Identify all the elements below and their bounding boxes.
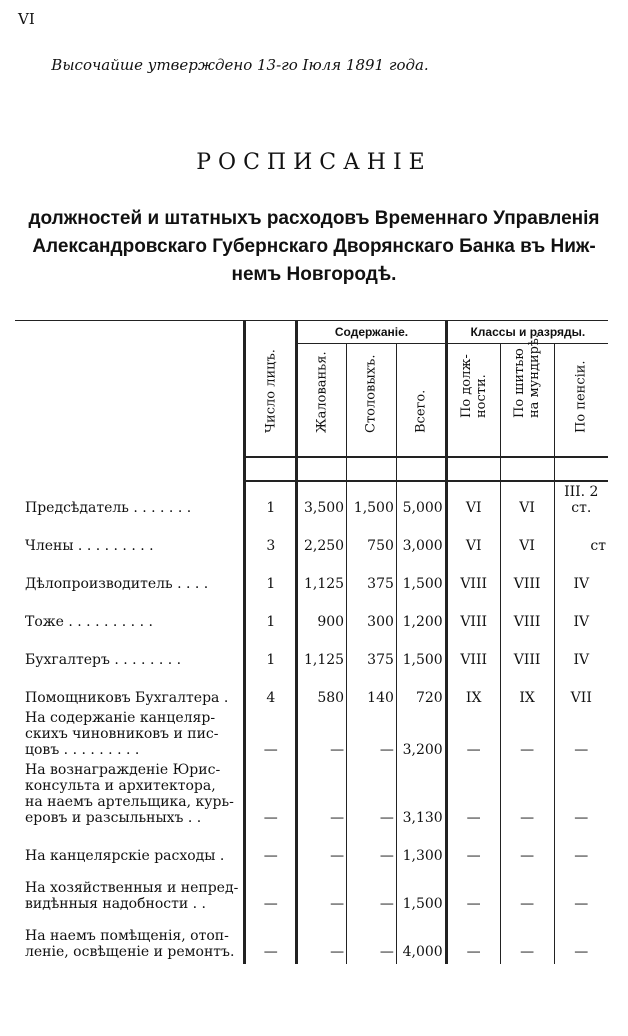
row-class-pension: VII	[554, 672, 608, 710]
row-salary: —	[297, 830, 347, 868]
subtitle-line: немъ Новгородѣ.	[231, 264, 397, 285]
table-row	[15, 634, 608, 672]
row-table-money: 375	[347, 558, 397, 596]
row-class-uniform: —	[500, 830, 554, 868]
row-total: 1,500	[396, 558, 446, 596]
row-total: 5,000	[396, 481, 446, 520]
row-name-line: скихъ чиновниковъ и пис-	[25, 726, 219, 742]
row-table-money: 300	[347, 596, 397, 634]
row-class-post: VI	[446, 481, 500, 520]
row-persons: —	[245, 830, 297, 868]
header-persons-label: Число лицъ.	[263, 349, 279, 433]
row-class-pension: —	[554, 762, 608, 830]
row-salary: 1,125	[297, 558, 347, 596]
row-name-line: На вознагражденіе Юрис-	[25, 762, 221, 778]
row-persons: —	[245, 710, 297, 762]
row-name-line: Члены . . . . . . . . .	[25, 538, 154, 554]
row-salary: —	[297, 868, 347, 916]
row-salary: 900	[297, 596, 347, 634]
row-class-post: VIII	[446, 596, 500, 634]
row-name	[15, 710, 245, 762]
row-name	[15, 481, 245, 520]
header-persons	[245, 321, 297, 458]
row-class-post: VIII	[446, 634, 500, 672]
row-class-pension: IV	[554, 558, 608, 596]
row-total: 1,200	[396, 596, 446, 634]
header-class-post-line2: ности.	[473, 374, 489, 418]
table-row	[15, 672, 608, 710]
row-table-money: —	[347, 868, 397, 916]
row-name-line: леніе, освѣщеніе и ремонтъ.	[25, 944, 235, 960]
header-class-uniform-line1: По шитью	[512, 348, 528, 418]
row-persons: —	[245, 868, 297, 916]
header-content-group: Содержаніе.	[297, 321, 446, 344]
row-class-uniform: VIII	[500, 634, 554, 672]
header-class-pension	[554, 344, 608, 458]
row-persons: —	[245, 916, 297, 964]
row-name	[15, 634, 245, 672]
header-class-uniform-label	[512, 334, 542, 418]
row-name-line: Помощниковъ Бухгалтера .	[25, 690, 229, 706]
table-row	[15, 762, 608, 830]
row-total: 4,000	[396, 916, 446, 964]
row-name-line: На содержаніе канцеляр-	[25, 710, 216, 726]
row-name-line: Тоже . . . . . . . . . .	[25, 614, 153, 630]
row-class-post: VIII	[446, 558, 500, 596]
row-table-money: 1,500	[347, 481, 397, 520]
row-class-pension: —	[554, 916, 608, 964]
row-name-line: На хозяйственныя и непред-	[25, 880, 239, 896]
subtitle-line: должностей и штатныхъ расходовъ Временнаго Управленія	[28, 208, 600, 229]
row-name-line: еровъ и разсыльныхъ . .	[25, 810, 202, 826]
row-persons: 1	[245, 634, 297, 672]
row-table-money: —	[347, 762, 397, 830]
header-table-money-label: Столовыхъ.	[363, 354, 379, 433]
row-name-line: видѣнныя надобности . .	[25, 896, 206, 912]
row-name	[15, 558, 245, 596]
row-class-pension: ст	[554, 520, 608, 558]
row-class-uniform: —	[500, 762, 554, 830]
subtitle	[12, 205, 616, 289]
row-name	[15, 520, 245, 558]
row-class-pension: —	[554, 830, 608, 868]
row-total: 1,300	[396, 830, 446, 868]
row-name	[15, 868, 245, 916]
row-name-line: Бухгалтеръ . . . . . . . .	[25, 652, 182, 668]
row-persons: 4	[245, 672, 297, 710]
row-table-money: 375	[347, 634, 397, 672]
row-class-uniform: VI	[500, 520, 554, 558]
row-class-uniform: IX	[500, 672, 554, 710]
row-class-post: —	[446, 762, 500, 830]
row-salary: 2,250	[297, 520, 347, 558]
row-table-money: 750	[347, 520, 397, 558]
header-class-post-line1: По долж-	[458, 354, 474, 418]
row-salary: 3,500	[297, 481, 347, 520]
row-salary: 1,125	[297, 634, 347, 672]
row-class-post: —	[446, 710, 500, 762]
table-row	[15, 830, 608, 868]
row-name-line: На канцелярскіе расходы .	[25, 848, 225, 864]
row-name	[15, 916, 245, 964]
row-table-money: —	[347, 916, 397, 964]
row-salary: 580	[297, 672, 347, 710]
table-row	[15, 520, 608, 558]
staff-table	[15, 320, 608, 964]
row-table-money: —	[347, 830, 397, 868]
row-class-uniform: —	[500, 710, 554, 762]
header-blank	[15, 321, 245, 458]
table-body	[15, 481, 608, 964]
table-row	[15, 868, 608, 916]
row-class-post: —	[446, 868, 500, 916]
header-class-post-label	[459, 354, 489, 418]
row-salary: —	[297, 762, 347, 830]
row-class-post: IX	[446, 672, 500, 710]
row-class-pension: IV	[554, 634, 608, 672]
row-name-line: консульта и архитектора,	[25, 778, 216, 794]
row-class-post: VI	[446, 520, 500, 558]
row-class-pension: —	[554, 868, 608, 916]
row-total: 720	[396, 672, 446, 710]
row-salary: —	[297, 710, 347, 762]
row-name-line: на наемъ артельщика, курь-	[25, 794, 234, 810]
row-class-post: —	[446, 830, 500, 868]
header-classes-group: Классы и разряды.	[446, 321, 608, 344]
row-total: 3,130	[396, 762, 446, 830]
header-class-uniform-line2: на мундирѣ.	[527, 334, 543, 418]
row-total: 3,200	[396, 710, 446, 762]
table-row	[15, 916, 608, 964]
table-row	[15, 558, 608, 596]
row-salary: —	[297, 916, 347, 964]
row-total: 1,500	[396, 634, 446, 672]
row-name	[15, 596, 245, 634]
header-class-post	[446, 344, 500, 458]
row-table-money: 140	[347, 672, 397, 710]
row-class-uniform: VI	[500, 481, 554, 520]
row-persons: —	[245, 762, 297, 830]
approval-note: Высочайше утверждено 13-го Іюля 1891 года.	[51, 56, 429, 74]
row-class-uniform: —	[500, 916, 554, 964]
page-number: VI	[18, 10, 35, 28]
row-class-pension: III. 2 ст.	[554, 481, 608, 520]
header-total-label: Всего.	[413, 389, 429, 433]
row-name-line: Предсѣдатель . . . . . . .	[25, 500, 192, 516]
row-class-uniform: VIII	[500, 558, 554, 596]
row-class-uniform: VIII	[500, 596, 554, 634]
page-title: РОСПИСАНІЕ	[196, 150, 432, 175]
row-class-pension: —	[554, 710, 608, 762]
header-class-uniform	[500, 334, 554, 458]
row-name	[15, 830, 245, 868]
row-table-money: —	[347, 710, 397, 762]
row-class-post: —	[446, 916, 500, 964]
row-name-line: На наемъ помѣщенія, отоп-	[25, 928, 229, 944]
table-row	[15, 481, 608, 520]
header-table-money	[347, 344, 397, 458]
row-name	[15, 672, 245, 710]
table-row	[15, 596, 608, 634]
table-row	[15, 710, 608, 762]
row-persons: 3	[245, 520, 297, 558]
row-name-line: Дѣлопроизводитель . . . .	[25, 576, 209, 592]
header-total	[396, 344, 446, 458]
row-name-line: цовъ . . . . . . . . .	[25, 742, 140, 758]
row-persons: 1	[245, 596, 297, 634]
row-name	[15, 762, 245, 830]
row-class-uniform: —	[500, 868, 554, 916]
subtitle-line: Александровскаго Губернскаго Дворянскаго Банка въ Ниж-	[32, 236, 596, 257]
header-salary	[297, 344, 347, 458]
row-persons: 1	[245, 481, 297, 520]
row-persons: 1	[245, 558, 297, 596]
row-class-pension: IV	[554, 596, 608, 634]
header-class-pension-label: По пенсіи.	[573, 360, 589, 433]
row-total: 1,500	[396, 868, 446, 916]
row-total: 3,000	[396, 520, 446, 558]
header-salary-label: Жалованья.	[314, 351, 330, 433]
